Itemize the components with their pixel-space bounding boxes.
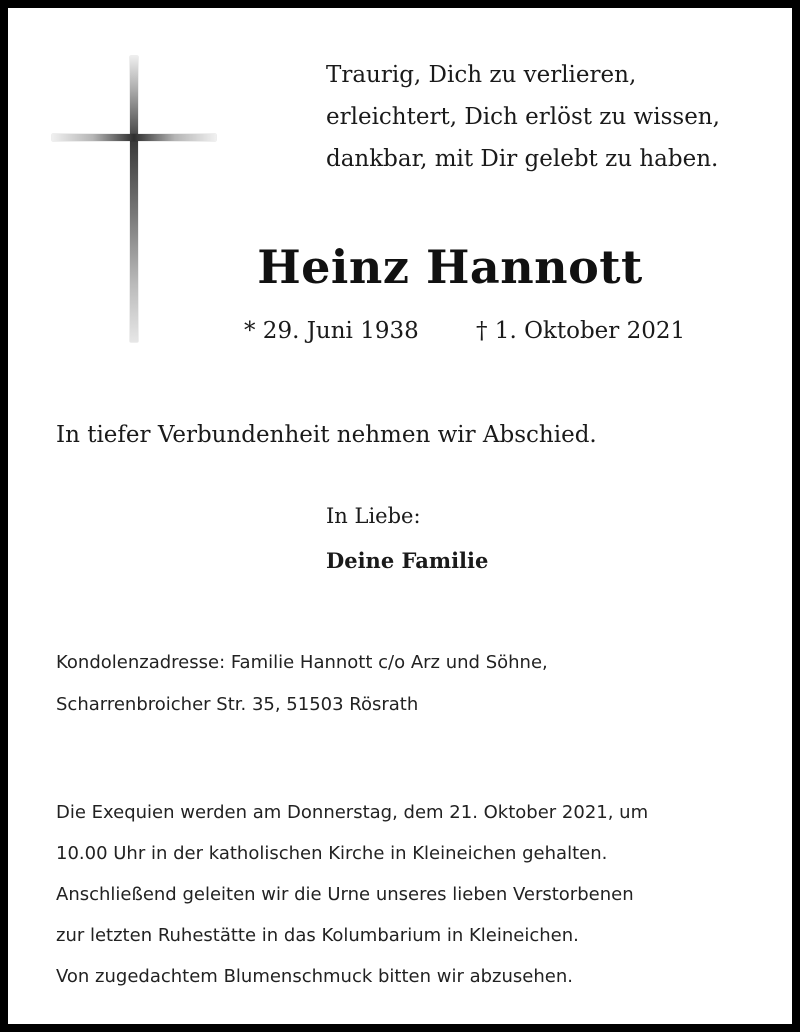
- poem-line: dankbar, mit Dir gelebt zu haben.: [326, 146, 719, 172]
- condolence-address-line: Scharrenbroicher Str. 35, 51503 Rösrath: [56, 694, 419, 715]
- poem-line: Traurig, Dich zu verlieren,: [326, 62, 637, 88]
- death-date: † 1. Oktober 2021: [476, 318, 686, 344]
- funeral-details-line: zur letzten Ruhestätte in das Kolumbarium in Kleineichen.: [56, 925, 579, 946]
- poem: [326, 54, 720, 180]
- birth-date: * 29. Juni 1938: [244, 318, 419, 344]
- funeral-details: [56, 792, 648, 997]
- cross-horizontal-beam: [52, 134, 216, 141]
- farewell-text: In tiefer Verbundenheit nehmen wir Abschied.: [56, 422, 597, 448]
- poem-line: erleichtert, Dich erlöst zu wissen,: [326, 104, 720, 130]
- condolence-address-line: Kondolenzadresse: Familie Hannott c/o Arz und Söhne,: [56, 652, 548, 673]
- cross-icon: [52, 56, 216, 342]
- funeral-details-line: Die Exequien werden am Donnerstag, dem 21. Oktober 2021, um: [56, 802, 649, 823]
- deceased-name: Heinz Hannott: [257, 240, 643, 294]
- obituary-notice: [8, 8, 792, 1024]
- signature-intro: In Liebe:: [326, 504, 421, 528]
- signature-family: Deine Familie: [326, 548, 489, 573]
- funeral-details-line: Anschließend geleiten wir die Urne unseres lieben Verstorbenen: [56, 884, 634, 905]
- cross-vertical-beam: [130, 56, 138, 342]
- funeral-details-line: 10.00 Uhr in der katholischen Kirche in Kleineichen gehalten.: [56, 843, 608, 864]
- funeral-details-line: Von zugedachtem Blumenschmuck bitten wir abzusehen.: [56, 966, 573, 987]
